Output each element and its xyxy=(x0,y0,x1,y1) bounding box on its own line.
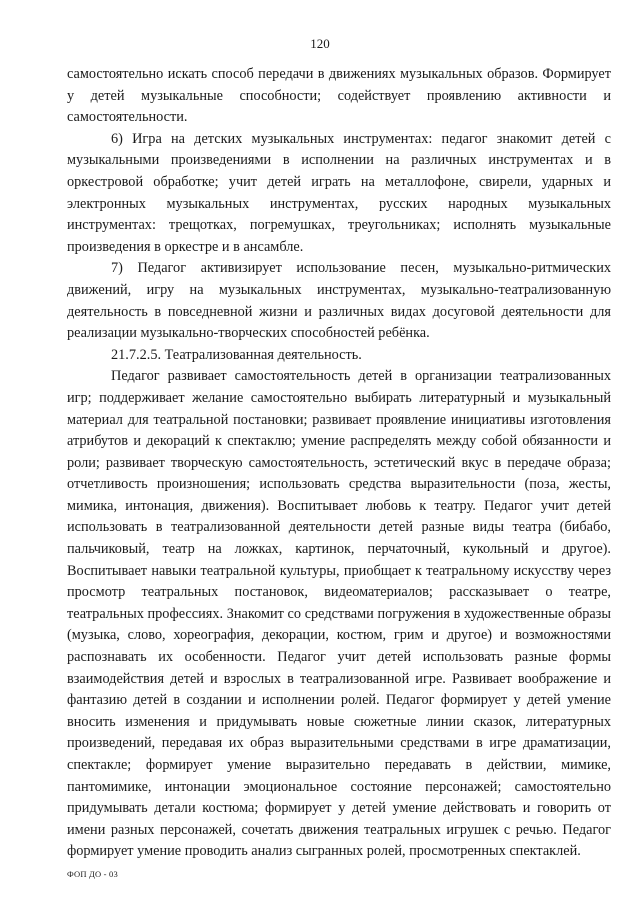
body-text xyxy=(67,64,611,863)
paragraph-continuation: самостоятельно искать способ передачи в движениях музыкальных образов. Формирует у детей музыкальные способности; содействует проявлению активности и самостоятельности. xyxy=(67,66,611,126)
page-number: 120 xyxy=(310,36,330,51)
section-heading: 21.7.2.5. Театрализованная деятельность. xyxy=(111,346,362,363)
paragraph-theatre: Педагог развивает самостоятельность детей в организации театрализованных игр; поддерживает желание самостоятельно выбирать литературный и музыкальный материал для театральной постановки; развивает проявление инициативы изготовления атрибутов и декораций к спектаклю; умение распределять между собой обязанности и роли; развивает творческую самостоятельность, эстетический вкус в передаче образа; отчетливость произношения; использовать средства выразительности (поза, жесты, мимика, интонация, движения). Воспитывает любовь к театру. Педагог учит детей использовать в театрализованной деятельности детей разные виды театра (бибабо, пальчиковый, театр на ложках, картинок, перчаточный, кукольный и другое). Воспитывает навыки театральной культуры, приобщает к театральному искусству через просмотр театральных постановок, видеоматериалов; рассказывает о театре, театральных профессиях. Знакомит со средствами погружения в художественные образы (музыка, слово, хореография, декорации, костюм, грим и другое) и возможностями распознавать их особенности. Педагог учит детей использовать разные формы взаимодействия детей и взрослых в театрализованной игре. Развивает воображение и фантазию детей в создании и исполнении ролей. Педагог формирует у детей умение вносить изменения и придумывать новые сюжетные линии сказок, литературных произведений, передавая их образ выразительными средствами в игре драматизации, спектакле; формирует умение выразительно передавать в действии, мимике, пантомимике, интонации эмоциональное состояние персонажей; самостоятельно придумывать детали костюма; формирует у детей умение действовать и говорить от имени разных персонажей, сочетать движения театральных игрушек с речью. Педагог формирует умение проводить анализ сыгранных ролей, просмотренных спектаклей. xyxy=(67,368,611,860)
paragraph-item-7: 7) Педагог активизирует использование песен, музыкально-ритмических движений, игру на музыкальных инструментах, музыкально-театрализованную деятельность в повседневной жизни и различных видах досуговой деятельности для реализации музыкально-творческих способностей ребёнка. xyxy=(67,260,611,342)
footer-code: ФОП ДО - 03 xyxy=(67,869,118,879)
paragraph-item-6: 6) Игра на детских музыкальных инструментах: педагог знакомит детей с музыкальными произведениями в исполнении на различных инструментах и в оркестровой обработке; учит детей играть на металлофоне, свирели, ударных и электронных музыкальных инструментах, русских народных музыкальных инструментах: трещотках, погремушках, треугольниках; исполнять музыкальные произведения в оркестре и в ансамбле. xyxy=(67,130,611,255)
